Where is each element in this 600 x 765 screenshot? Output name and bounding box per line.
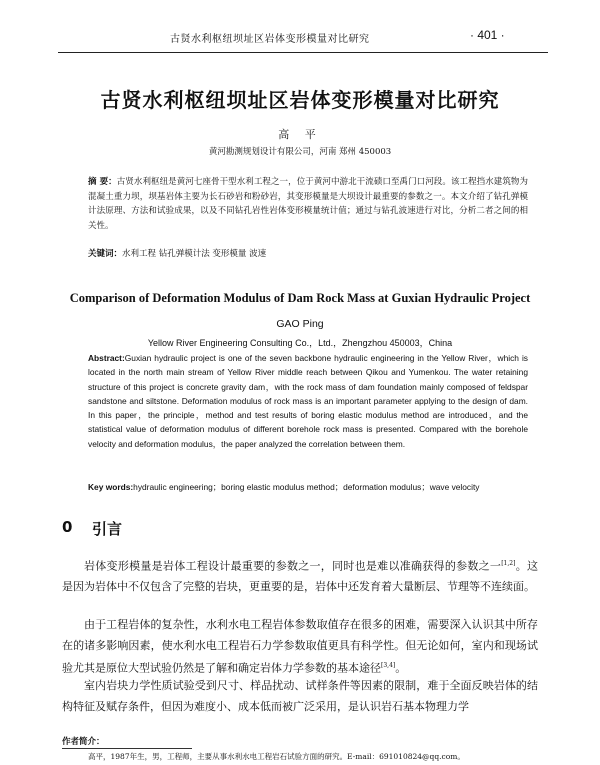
author-en: GAO Ping <box>276 318 324 330</box>
abstract-cn <box>88 175 528 233</box>
paragraph-text: 室内岩块力学性质试验受到尺寸、样品扰动、试样条件等因素的限制，难于全面反映岩体的结构特征及赋存条件，但因为难度小、成本低而被广泛采用，是认识岩石基本物理力学 <box>62 679 538 713</box>
page-number: · 401 · <box>470 28 505 42</box>
keywords-en-text: hydraulic engineering；boring elastic modulus method；deformation modulus；wave velocity <box>133 482 480 492</box>
paragraph-text: 岩体变形模量是岩体工程设计最重要的参数之一，同时也是难以准确获得的参数之一 <box>84 559 502 573</box>
header-rule <box>58 52 548 53</box>
keywords-cn-label: 关键词： <box>88 249 123 259</box>
abstract-en <box>88 351 528 451</box>
affiliation-en: Yellow River Engineering Consulting Co.，Ltd.，Zhengzhou 450003，China <box>147 338 453 348</box>
body-paragraph <box>62 676 538 717</box>
paper-title-cn: 古贤水利枢纽坝址区岩体变形模量对比研究 <box>100 88 500 112</box>
author-cn: 高 平 <box>278 128 322 141</box>
paragraph-text: 。这是因为岩体中不仅包含了完整的岩块，更重要的是，岩体中还发育着大量断层、节理等不连续面。 <box>62 559 539 594</box>
abstract-en-label: Abstract: <box>88 353 125 363</box>
paper-title-en: Comparison of Deformation Modulus of Dam Rock Mass at Guxian Hydraulic Project <box>69 291 531 305</box>
section-number: 0 <box>62 518 73 536</box>
abstract-cn-label: 摘 要： <box>88 177 117 187</box>
body-paragraph <box>62 615 538 679</box>
footnote-text: 高平，1987年生，男，工程师，主要从事水利水电工程岩石试验方面的研究。E-mail：691010824@qq.com。 <box>88 752 465 761</box>
keywords-en-label: Key words: <box>88 482 134 492</box>
body-paragraph <box>62 554 538 598</box>
footnote-rule <box>62 748 192 749</box>
paragraph-text: 由于工程岩体的复杂性，水利水电工程岩体参数取值存在很多的困难，需要深入认识其中所存在的诸多影响因素，使水利水电工程岩石力学参数取值更具有科学性。但无论如何，室内和现场试验尤其是原位大型试验仍然是了解和确定岩体力学参数的基本途径 <box>62 618 538 675</box>
affiliation-cn: 黄河勘测规划设计有限公司，河南 郑州 450003 <box>208 147 392 157</box>
abstract-en-text: Guxian hydraulic project is one of the seven backbone hydraulic engineering in the Yellow River，which is located in the north main stream of Yellow River middle reach between Qikou and Yumenkou. The water retaining structure of this project is concrete gravity dam，with the rock mass of dam foundation mainly composed of feldspar sandstone and siltstone. Deformation modulus of rock mass is an important parameter applying to the design of dam. In this paper，the principle，method and test results of boring elastic modulus method are introduced，and the statistical value of deformation modulus of different borehole rock mass is presented. Compared with the borehole velocity and deformation modulus，the paper analyzed the correlation between them. <box>88 353 528 449</box>
section-title: 引言 <box>92 520 123 538</box>
citation-ref: [3,4] <box>381 662 396 669</box>
keywords-cn <box>88 247 528 259</box>
running-head: 古贤水利枢纽坝址区岩体变形模量对比研究 <box>170 34 370 45</box>
citation-ref: [1,2] <box>501 560 516 567</box>
abstract-cn-text: 古贤水利枢纽是黄河七座骨干型水利工程之一，位于黄河中游北干流碛口至禹门口河段。该工程挡水建筑物为混凝土重力坝，坝基岩体主要为长石砂岩和粉砂岩，其变形模量是大坝设计最重要的参数之一。本文介绍了钻孔弹模计法原理、方法和试验成果，以及不同钻孔岩性岩体变形模量统计值；通过与钻孔波速进行对比，分析二者之间的相关性。 <box>88 177 528 231</box>
keywords-cn-text: 水利工程 钻孔弹模计法 变形模量 波速 <box>122 249 267 259</box>
paragraph-text: 。 <box>395 661 407 675</box>
keywords-en <box>88 481 528 493</box>
footnote-label: 作者简介： <box>62 737 105 747</box>
